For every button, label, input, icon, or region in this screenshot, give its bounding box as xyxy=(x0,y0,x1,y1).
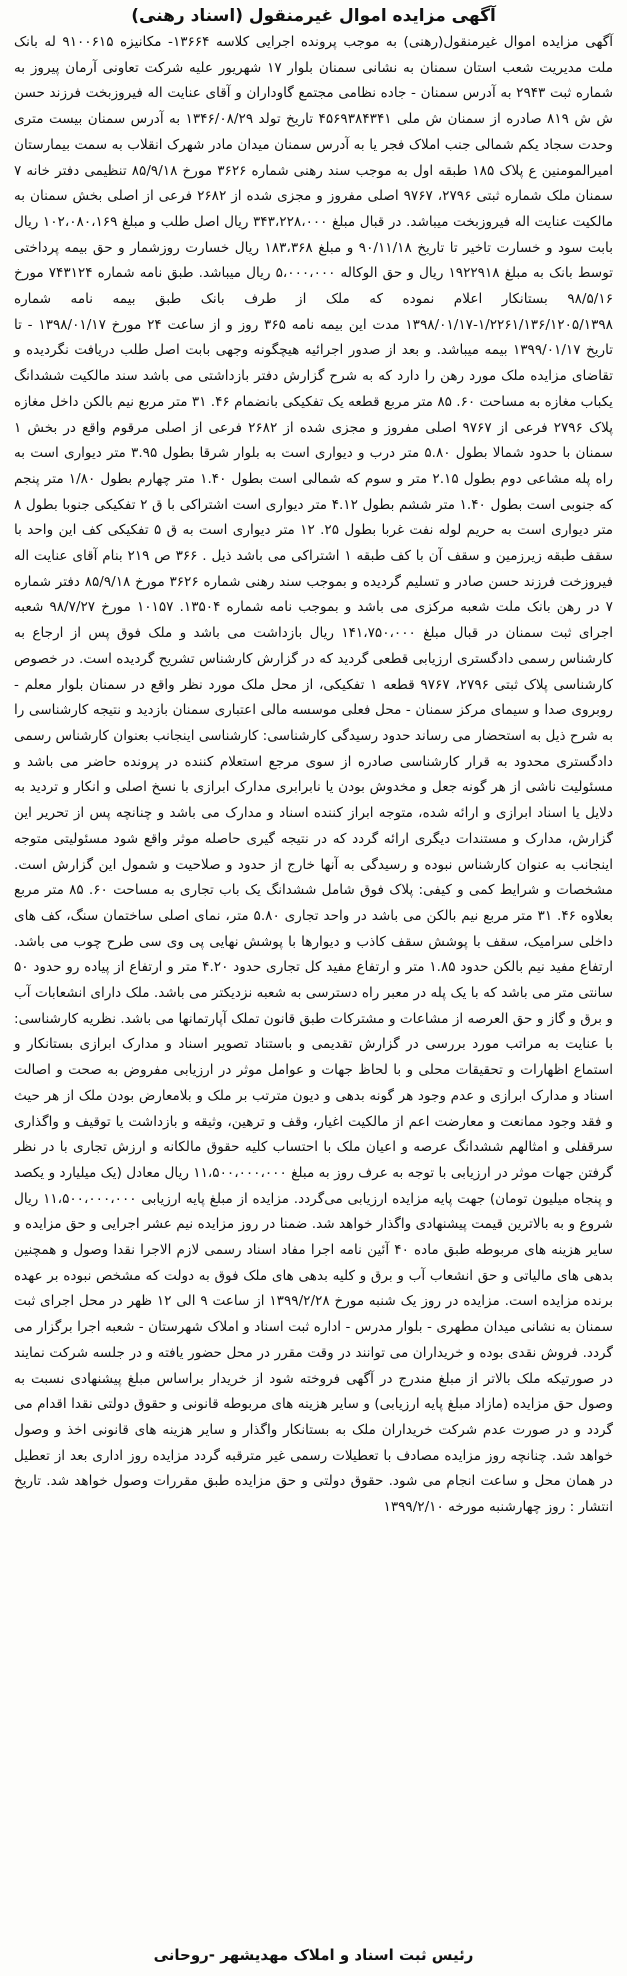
notice-signature: رئیس ثبت اسناد و املاک مهدیشهر -روحانی xyxy=(153,1946,474,1964)
notice-body: آگهی مزایده اموال غیرمنقول(رهنی) به موجب پرونده اجرایی کلاسه ۱۳۶۶۴- مکانیزه ۹۱۰۰۶۱۵ له بانک ملت مدیریت شعب استان سمنان به نشانی سمنان بلوار ۱۷ شهریور علیه شرکت تعاونی آرمان پیروز به شماره ثبت ۲۹۴۳ به آدرس سمنان - جاده نظامی مجتمع گاوداران و آقای عنایت اله فیروزبخت فرزند حسن ش ش ۸۱۹ صادره از سمنان ش ملی ۴۵۶۹۳۸۴۳۴۱ تاریخ تولد ۱۳۴۶/۰۸/۲۹ به آدرس سمنان بیست متری وحدت سجاد یکم شمالی جنب املاک فجر یا به آدرس سمنان میدان مادر شهرک انقلاب به سمت بیمارستان امیرالمومنین ع پلاک ۱۸۵ طبقه اول به موجب سند رهنی شماره ۳۶۲۶ مورخ ۸۵/۹/۱۸ تنظیمی دفتر خانه ۷ سمنان ملک شماره ثبتی ۲۷۹۶، ۹۷۶۷ اصلی مفروز و مجزی شده از ۲۶۸۲ فرعی از اصلی بخش سمنان به مالکیت عنایت اله فیروزبخت میباشد. در قبال مبلغ ۳۴۳،۲۲۸،۰۰۰ ریال اصل طلب و مبلغ ۱۰۲،۰۸۰،۱۶۹ ریال بابت سود و خسارت تاخیر تا تاریخ ۹۰/۱۱/۱۸ و مبلغ ۱۸۳،۳۶۸ ریال خسارت روزشمار و حق بیمه پرداختی توسط بانک به مبلغ ۱۹۲۲۹۱۸ ریال و حق الوکاله ۵،۰۰۰،۰۰۰ ریال میباشد. طبق نامه شماره ۷۴۳۱۲۴ مورخ ۹۸/۵/۱۶ بستانکار اعلام نموده که ملک از طرف بانک طبق بیمه نامه شماره ۱/۲۲۶۱/۱۳۶/۱۲۰۵/۱۳۹۸-۱۳۹۸/۰۱/۱۷ مدت این بیمه نامه ۳۶۵ روز و از ساعت ۲۴ مورخ ۱۳۹۸/۰۱/۱۷ - تا تاریخ ۱۳۹۹/۰۱/۱۷ بیمه میباشد. و بعد از صدور اجرائیه هیچگونه وجهی بابت اصل طلب دریافت نگردیده و تقاضای مزایده ملک مورد رهن را دارد که به شرح گزارش دفتر بازداشتی می باشد سند مالکیت ششدانگ یکباب مغازه به مساحت ۶۰. ۸۵ متر مربع قطعه یک تفکیکی بانضمام ۴۶. ۳۱ متر مربع نیم بالکن داخل مغازه پلاک ۲۷۹۶ فرعی از ۹۷۶۷ اصلی مفروز و مجزی شده از ۲۶۸۲ فرعی از اصلی مرقوم واقع در بخش ۱ سمنان با حدود شمالا بطول ۵.۸۰ متر درب و دیواری است به بلوار شرقا بطول ۳.۹۵ متر دیواری است به راه پله مشاعی دوم بطول ۲.۱۵ متر و سوم که شمالی است بطول ۱.۴۰ متر چهارم بطول ۱/۸۰ متر پنجم که جنوبی است بطول ۱.۴۰ متر ششم بطول ۴.۱۲ متر دیواری است اشتراکی با ق ۲ تفکیکی جنوبا بطول ۸ متر دیواری است به حریم لوله نفت غربا بطول ۲۵. ۱۲ متر دیواری است به ق ۵ تفکیکی کف این واحد با سقف طبقه زیرزمین و سقف آن با کف طبقه ۱ اشتراکی می باشد ذیل . ۳۶۶ ص ۲۱۹ بنام آقای عنایت اله فیروزخت فرزند حسن صادر و تسلیم گردیده و بموجب سند رهنی شماره ۳۶۲۶ مورخ ۸۵/۹/۱۸ دفتر شماره ۷ در رهن بانک ملت شعبه مرکزی می باشد و بموجب نامه شماره ۱۳۵۰۴. ۱۰۱۵۷ مورخ ۹۸/۷/۲۷ شعبه اجرای ثبت سمنان در قبال مبلغ ۱۴۱،۷۵۰،۰۰۰ ریال بازداشت می باشد و ملک فوق پس از ارجاع به کارشناس رسمی دادگستری ارزیابی قطعی گردید که در گزارش کارشناس تشریح گردیده است. در خصوص کارشناسی پلاک ثبتی ۲۷۹۶، ۹۷۶۷ قطعه ۱ تفکیکی، از محل ملک مورد نظر واقع در سمنان بلوار معلم - روبروی صدا و سیمای مرکز سمنان - محل فعلی موسسه مالی اعتباری سمنان بازدید و نتیجه کارشناسی را به شرح ذیل به استحضار می رساند حدود رسیدگی کارشناسی: کارشناسی اینجانب بعنوان کارشناس رسمی دادگستری محدود به قرار کارشناسی صادره از سوی مرجع استعلام کننده در پرونده حاضر می باشد و مسئولیت ناشی از هر گونه جعل و مخدوش بودن یا نابرابری مدارک ابرازی با نسخ اصلی و انکار و تردید به دلایل یا اسناد ابرازی و ارائه شده، متوجه ابراز کننده اسناد و مدارک می باشد و چنانچه پس از تحریر این گزارش، مدارک و مستندات دیگری ارائه گردد که در نتیجه گیری حاصله موثر واقع شود مسئولیتی متوجه اینجانب به عنوان کارشناس نبوده و رسیدگی به آنها خارج از حدود و صلاحیت و شمول این گزارش است. مشخصات و شرایط کمی و کیفی: پلاک فوق شامل ششدانگ یک باب تجاری به مساحت ۶۰. ۸۵ متر مربع بعلاوه ۴۶. ۳۱ متر مربع نیم بالکن می باشد در واحد تجاری ۵.۸۰ متر، نمای اصلی ساختمان سنگ، کف های داخلی سرامیک، سقف با پوشش سقف کاذب و دیوارها با پوشش نهایی پی وی سی طرح چوب می باشد. ارتفاع مفید نیم بالکن حدود ۱.۸۵ متر و ارتفاع مفید کل تجاری حدود ۴.۲۰ متر و ارتفاع از پیاده رو حدود ۵۰ سانتی متر می باشد که با یک پله در معبر راه دسترسی به شعبه نزدیکتر می باشد. ملک دارای انشعابات آب و برق و گاز و حق العرصه از مشاعات و مشترکات طبق قانون تملک آپارتمانها می باشد. نظریه کارشناسی: با عنایت به مراتب مورد بررسی در گزارش تقدیمی و باستناد تصویر اسناد و مدارک ابرازی بستانکار و استماع اظهارات و تحقیقات محلی و با لحاظ جهات و عوامل موثر در ارزیابی مفروض به صحت و اصالت اسناد و مدارک ابرازی و عدم وجود هر گونه بدهی و دیون مترتب بر ملک و بلامعارض بودن ملک از هر حیث و فقد وجود ممانعت و معارضت اعم از مالکیت اغیار، وقف و ترهین، وثیقه و بازداشت یا توقیف و واگذاری سرقفلی و امثالهم ششدانگ عرصه و اعیان ملک با احتساب کلیه حقوق مالکانه و ارزش تجاری با در نظر گرفتن جهات موثر در ارزیابی با توجه به عرف روز به مبلغ ۱۱،۵۰۰،۰۰۰،۰۰۰ ریال معادل (یک میلیارد و یکصد و پنجاه میلیون تومان) جهت پایه مزایده ارزیابی می‌گردد. مزایده از مبلغ پایه ارزیابی ۱۱،۵۰۰،۰۰۰،۰۰۰ ریال شروع و به بالاترین قیمت پیشنهادی واگذار خواهد شد. ضمنا در روز مزایده نیم عشر اجرایی و حق مزایده و سایر هزینه های مربوطه طبق ماده ۴۰ آئین نامه اجرا مفاد اسناد رسمی لازم الاجرا نقدا وصول و همچنین بدهی های مالیاتی و حق انشعاب آب و برق و کلیه بدهی های ملک فوق به دولت که مشخص نبوده بر عهده برنده مزایده است. مزایده در روز یک شنبه مورخ ۱۳۹۹/۲/۲۸ از ساعت ۹ الی ۱۲ ظهر در محل اجرای ثبت سمنان به نشانی میدان مطهری - بلوار مدرس - اداره ثبت اسناد و املاک شهرستان - شعبه اجرا برگزار می گردد. فروش نقدی بوده و خریداران می توانند در وقت مقرر در محل حضور یافته و در جلسه شرکت نمایند در صورتیکه ملک بالاتر از مبلغ مندرج در آگهی فروخته شود از خریدار براساس مبلغ پیشنهادی نسبت به وصول حق مزایده (مازاد مبلغ پایه ارزیابی) و سایر هزینه های مربوطه قانونی و حقوق دولتی نقدا اقدام می گردد و در صورت عدم شرکت خریداران ملک به بستانکار واگذار و سایر هزینه های قانونی اخذ و وصول خواهد شد. چنانچه روز مزایده مصادف با تعطیلات رسمی غیر مترقبه گردد مزایده روز اداری بعد از تعطیل در همان محل و ساعت انجام می شود. حقوق دولتی و حق مزایده طبق مقررات وصول خواهد شد. تاریخ انتشار : روز چهارشنبه مورخه ۱۳۹۹/۲/۱۰ xyxy=(14,34,614,1516)
notice-title: آگهی مزایده اموال غیرمنقول (اسناد رهنی) xyxy=(131,6,496,26)
